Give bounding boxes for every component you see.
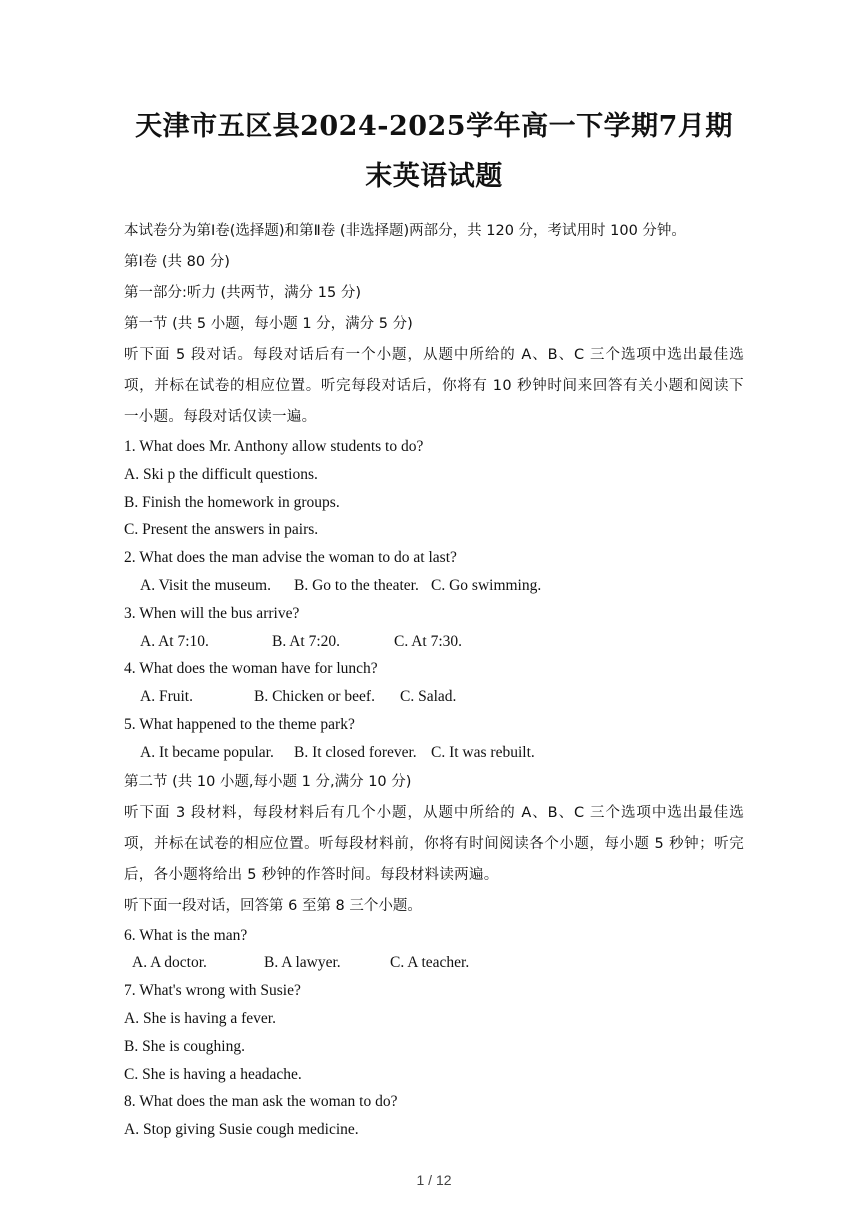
options-row — [124, 739, 744, 767]
option-a: A. Fruit. — [140, 688, 193, 706]
section-instructions: 听下面 3 段材料，每段材料后有几个小题，从题中所给的 A、B、C 三个选项中选出最佳选项，并标在试卷的相应位置。听每段材料前，你将有时间阅读各个小题，每小题 5 秒钟；听完后，各小题将给出 5 秒钟的作答时间。每段材料读两遍。 — [124, 804, 744, 883]
page-title: 天津市五区县2024-2025学年高一下学期7月期末英语试题 — [135, 111, 733, 192]
question-stem: 5. What happened to the theme park? — [124, 715, 355, 733]
option-b: B. At 7:20. — [272, 632, 341, 650]
intro-text: 本试卷分为第Ⅰ卷(选择题)和第Ⅱ卷 (非选择题)两部分，共 120 分，考试用时 100 分钟。 — [124, 223, 686, 239]
option-c: C. Salad. — [400, 688, 457, 706]
question-stem: 4. What does the woman have for lunch? — [124, 660, 378, 678]
options-row — [124, 628, 744, 656]
options-row — [124, 949, 744, 977]
option-c: C. Go swimming. — [431, 576, 542, 594]
question-stem: 7. What's wrong with Susie? — [124, 982, 301, 1000]
option-c: C. She is having a headache. — [124, 1065, 302, 1083]
question-stem: 8. What does the man ask the woman to do? — [124, 1093, 398, 1111]
option-b: B. Go to the theater. — [294, 576, 419, 594]
option-b: B. Chicken or beef. — [254, 688, 375, 706]
exam-body — [124, 216, 744, 1144]
question-stem: 1. What does Mr. Anthony allow students to do? — [124, 438, 424, 455]
section-heading: 第一节 (共 5 小题，每小题 1 分，满分 5 分) — [124, 316, 413, 332]
option-c: C. A teacher. — [390, 954, 470, 972]
option-a: A. It became popular. — [140, 743, 274, 761]
option-a: A. Visit the museum. — [140, 576, 271, 594]
section-instructions: 听下面 5 段对话。每段对话后有一个小题，从题中所给的 A、B、C 三个选项中选出最佳选项，并标在试卷的相应位置。听完每段对话后，你将有 10 秒钟时间来回答有关小题和阅读下一小题。每段对话仅读一遍。 — [124, 347, 744, 425]
question-stem: 2. What does the man advise the woman to do at last? — [124, 549, 457, 567]
option-b: B. She is coughing. — [124, 1037, 245, 1055]
page-number: 1 / 12 — [416, 1172, 452, 1188]
options-row — [124, 683, 744, 711]
option-b: B. A lawyer. — [264, 954, 341, 972]
part-heading: 第一部分:听力 (共两节，满分 15 分) — [124, 285, 361, 301]
section-heading: 第二节 (共 10 小题,每小题 1 分,满分 10 分) — [124, 773, 412, 790]
option-b: B. Finish the homework in groups. — [124, 493, 340, 511]
options-row — [124, 572, 744, 600]
option-a: A. At 7:10. — [140, 632, 209, 650]
option-c: C. It was rebuilt. — [431, 743, 535, 761]
option-a: A. She is having a fever. — [124, 1009, 276, 1027]
option-c: C. Present the answers in pairs. — [124, 521, 319, 539]
option-b: B. It closed forever. — [294, 743, 417, 761]
option-c: C. At 7:30. — [394, 632, 463, 650]
question-stem: 6. What is the man? — [124, 926, 248, 944]
option-a: A. Stop giving Susie cough medicine. — [124, 1121, 359, 1139]
option-a: A. Ski p the difficult questions. — [124, 465, 318, 483]
volume-heading: 第Ⅰ卷 (共 80 分) — [124, 254, 230, 270]
option-a: A. A doctor. — [132, 954, 207, 972]
dialog-instructions: 听下面一段对话，回答第 6 至第 8 三个小题。 — [124, 897, 422, 914]
question-stem: 3. When will the bus arrive? — [124, 604, 300, 622]
